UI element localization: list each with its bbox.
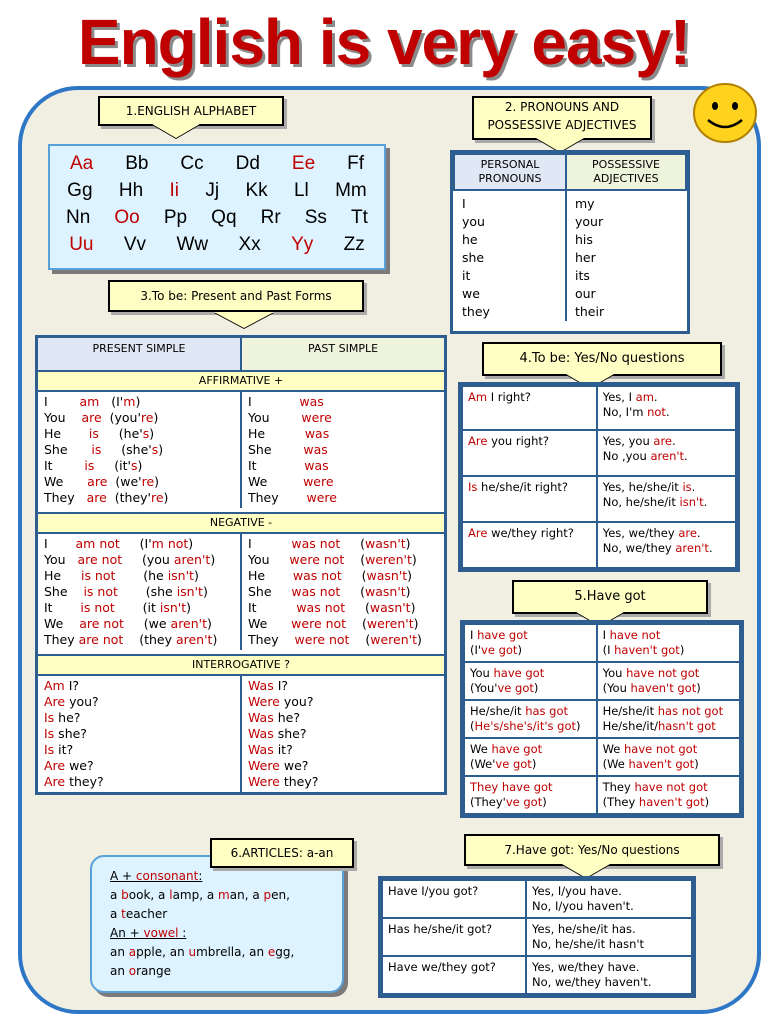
articles-label: 6.ARTICLES: a-an xyxy=(210,838,354,868)
articles-box: A + consonant: a book, a lamp, a man, a pen, a teacher An + vowel : an apple, an umbrella, an egg, an orange xyxy=(90,855,344,993)
alphabet-box: Aa Bb Cc Dd Ee Ff Gg Hh Ii Jj Kk Ll Mm Nn Oo Pp Qq Rr Ss Tt Uu Vv Ww Xx Yy Zz xyxy=(48,144,386,270)
yesno-label: 4.To be: Yes/No questions xyxy=(482,342,722,376)
tobe-table: PRESENT SIMPLE PAST SIMPLE AFFIRMATIVE + I am (I' m ) You are (you' re ) He is (he' s ) She is (she' s ) It is (it' s ) We are (we' re ) They are (they' re ) I was You were He was She was It was We were They were NEGATIVE - I am not (I' m not ) You are not (you aren't ) He is not (he isn't ) She is not (she isn't ) It is not (it isn't ) We are not (we aren't ) They are not (they aren't ) I was not ( wasn't ) You were not ( weren't ) He was not ( wasn't ) She was not ( wasn't ) It was not ( wasn't ) We were not ( weren't ) They were not ( weren't ) INTERROGATIVE ? Am I? Are you? Is he? Is she? Is it? Are we? Are they? Was I? Were you? Was he? Was she? Was it? Were we? Were they? xyxy=(35,335,447,795)
personal-header: PERSONAL PRONOUNS xyxy=(454,154,566,190)
pronouns-label: 2. PRONOUNS AND POSSESSIVE ADJECTIVES xyxy=(472,96,652,140)
alphabet-label: 1.ENGLISH ALPHABET xyxy=(98,96,284,126)
havegot-q-label: 7.Have got: Yes/No questions xyxy=(464,834,720,866)
page-title: English is very easy! xyxy=(77,6,691,78)
arrow-icon xyxy=(152,124,200,138)
havegot-label: 5.Have got xyxy=(512,580,708,614)
arrow-icon xyxy=(214,312,274,328)
tobe-label: 3.To be: Present and Past Forms xyxy=(108,280,364,312)
havegot-q-table: Have I/you got? Yes, I/you have. No, I/you haven't. Has he/she/it got? Yes, he/she/it has. No, he/she/it hasn't Have we/they got? Yes, we/they have. No, we/they haven't. xyxy=(378,876,696,998)
smiley-icon xyxy=(692,82,758,144)
havegot-table: I have got (I've got) I have not (I haven't got) You have got (You've got) You have not got (You haven't got) He/she/it has got (He's/she's/it's got) He/she/it has not got He/she/it/hasn't got We have got (We've got) We have not got (We haven't got) They have got (They've got) They have not got (They haven't got) xyxy=(460,620,744,818)
yesno-table: Am I right? Yes, I am. No, I'm not. Are you right? Yes, you are. No ,you aren't. Is he/she/it right? Yes, he/she/it is. No, he/she/it isn't. Are we/they right? Yes, we/they are. No, we/they aren't. xyxy=(458,382,740,572)
pronouns-table: PERSONAL PRONOUNS POSSESSIVE ADJECTIVES I you he she it we they my your his her its our their xyxy=(450,150,690,334)
possessive-header: POSSESSIVE ADJECTIVES xyxy=(566,154,686,190)
